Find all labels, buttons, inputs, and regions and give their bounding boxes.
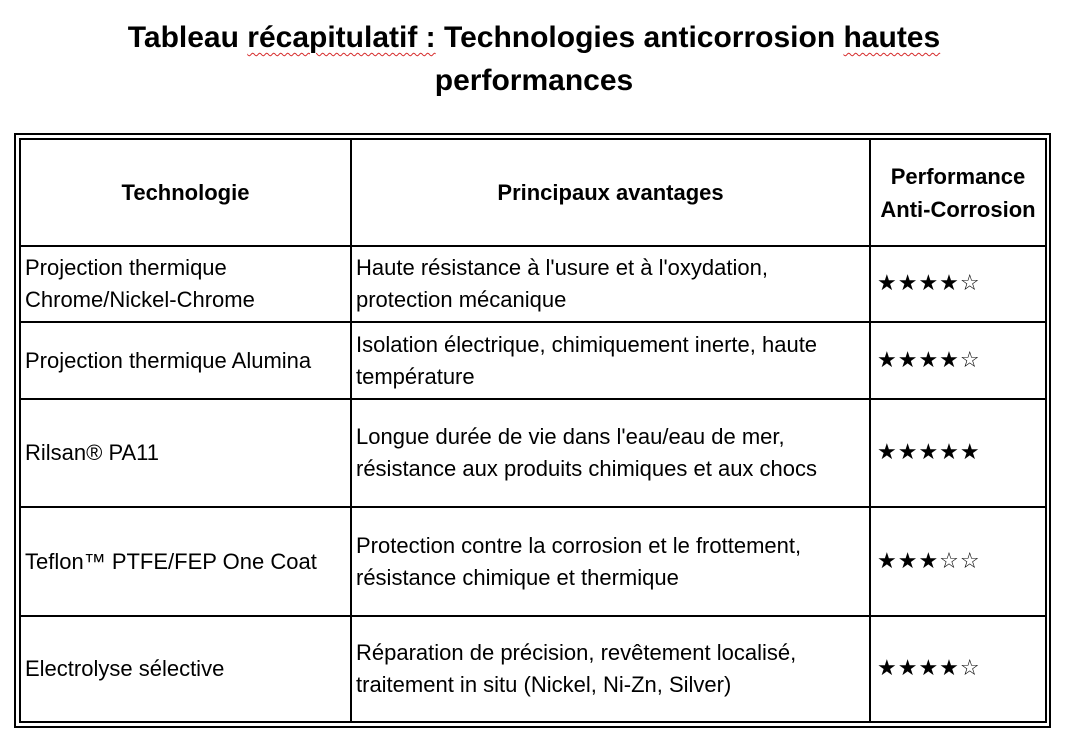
title-part-misspelled: récapitulatif : [247, 21, 436, 54]
cell-avantages: Protection contre la corrosion et le frottement, résistance chimique et thermique [350, 506, 869, 615]
cell-avantages: Réparation de précision, revêtement localisé, traitement in situ (Nickel, Ni-Zn, Silver) [350, 615, 869, 723]
table-header-row [19, 138, 1047, 245]
cell-performance-stars: ★★★★☆ [869, 245, 1047, 321]
title-part-misspelled: hautes [843, 21, 941, 54]
header-avantages: Principaux avantages [350, 138, 869, 245]
title-part: Tableau [127, 21, 248, 54]
cell-technologie: Rilsan® PA11 [19, 398, 350, 506]
table-row [19, 398, 1047, 506]
summary-table [19, 138, 1047, 723]
table-row [19, 506, 1047, 615]
cell-avantages: Haute résistance à l'usure et à l'oxydation, protection mécanique [350, 245, 869, 321]
cell-performance-stars: ★★★★☆ [869, 615, 1047, 723]
cell-technologie: Electrolyse sélective [19, 615, 350, 723]
title-part: Technologies anticorrosion [435, 21, 844, 54]
cell-performance-stars: ★★★★★ [869, 398, 1047, 506]
header-performance: Performance Anti-Corrosion [869, 138, 1047, 245]
cell-avantages: Longue durée de vie dans l'eau/eau de mer, résistance aux produits chimiques et aux chocs [350, 398, 869, 506]
table-row [19, 615, 1047, 723]
cell-performance-stars: ★★★★☆ [869, 321, 1047, 398]
cell-performance-stars: ★★★☆☆ [869, 506, 1047, 615]
page-title [0, 16, 1068, 102]
cell-technologie: Projection thermique Chrome/Nickel-Chrome [19, 245, 350, 321]
cell-technologie: Teflon™ PTFE/FEP One Coat [19, 506, 350, 615]
cell-technologie: Projection thermique Alumina [19, 321, 350, 398]
header-technologie: Technologie [19, 138, 350, 245]
summary-table-frame [14, 133, 1051, 728]
table-row [19, 321, 1047, 398]
table-row [19, 245, 1047, 321]
cell-avantages: Isolation électrique, chimiquement inerte, haute température [350, 321, 869, 398]
title-part: performances [434, 64, 634, 97]
